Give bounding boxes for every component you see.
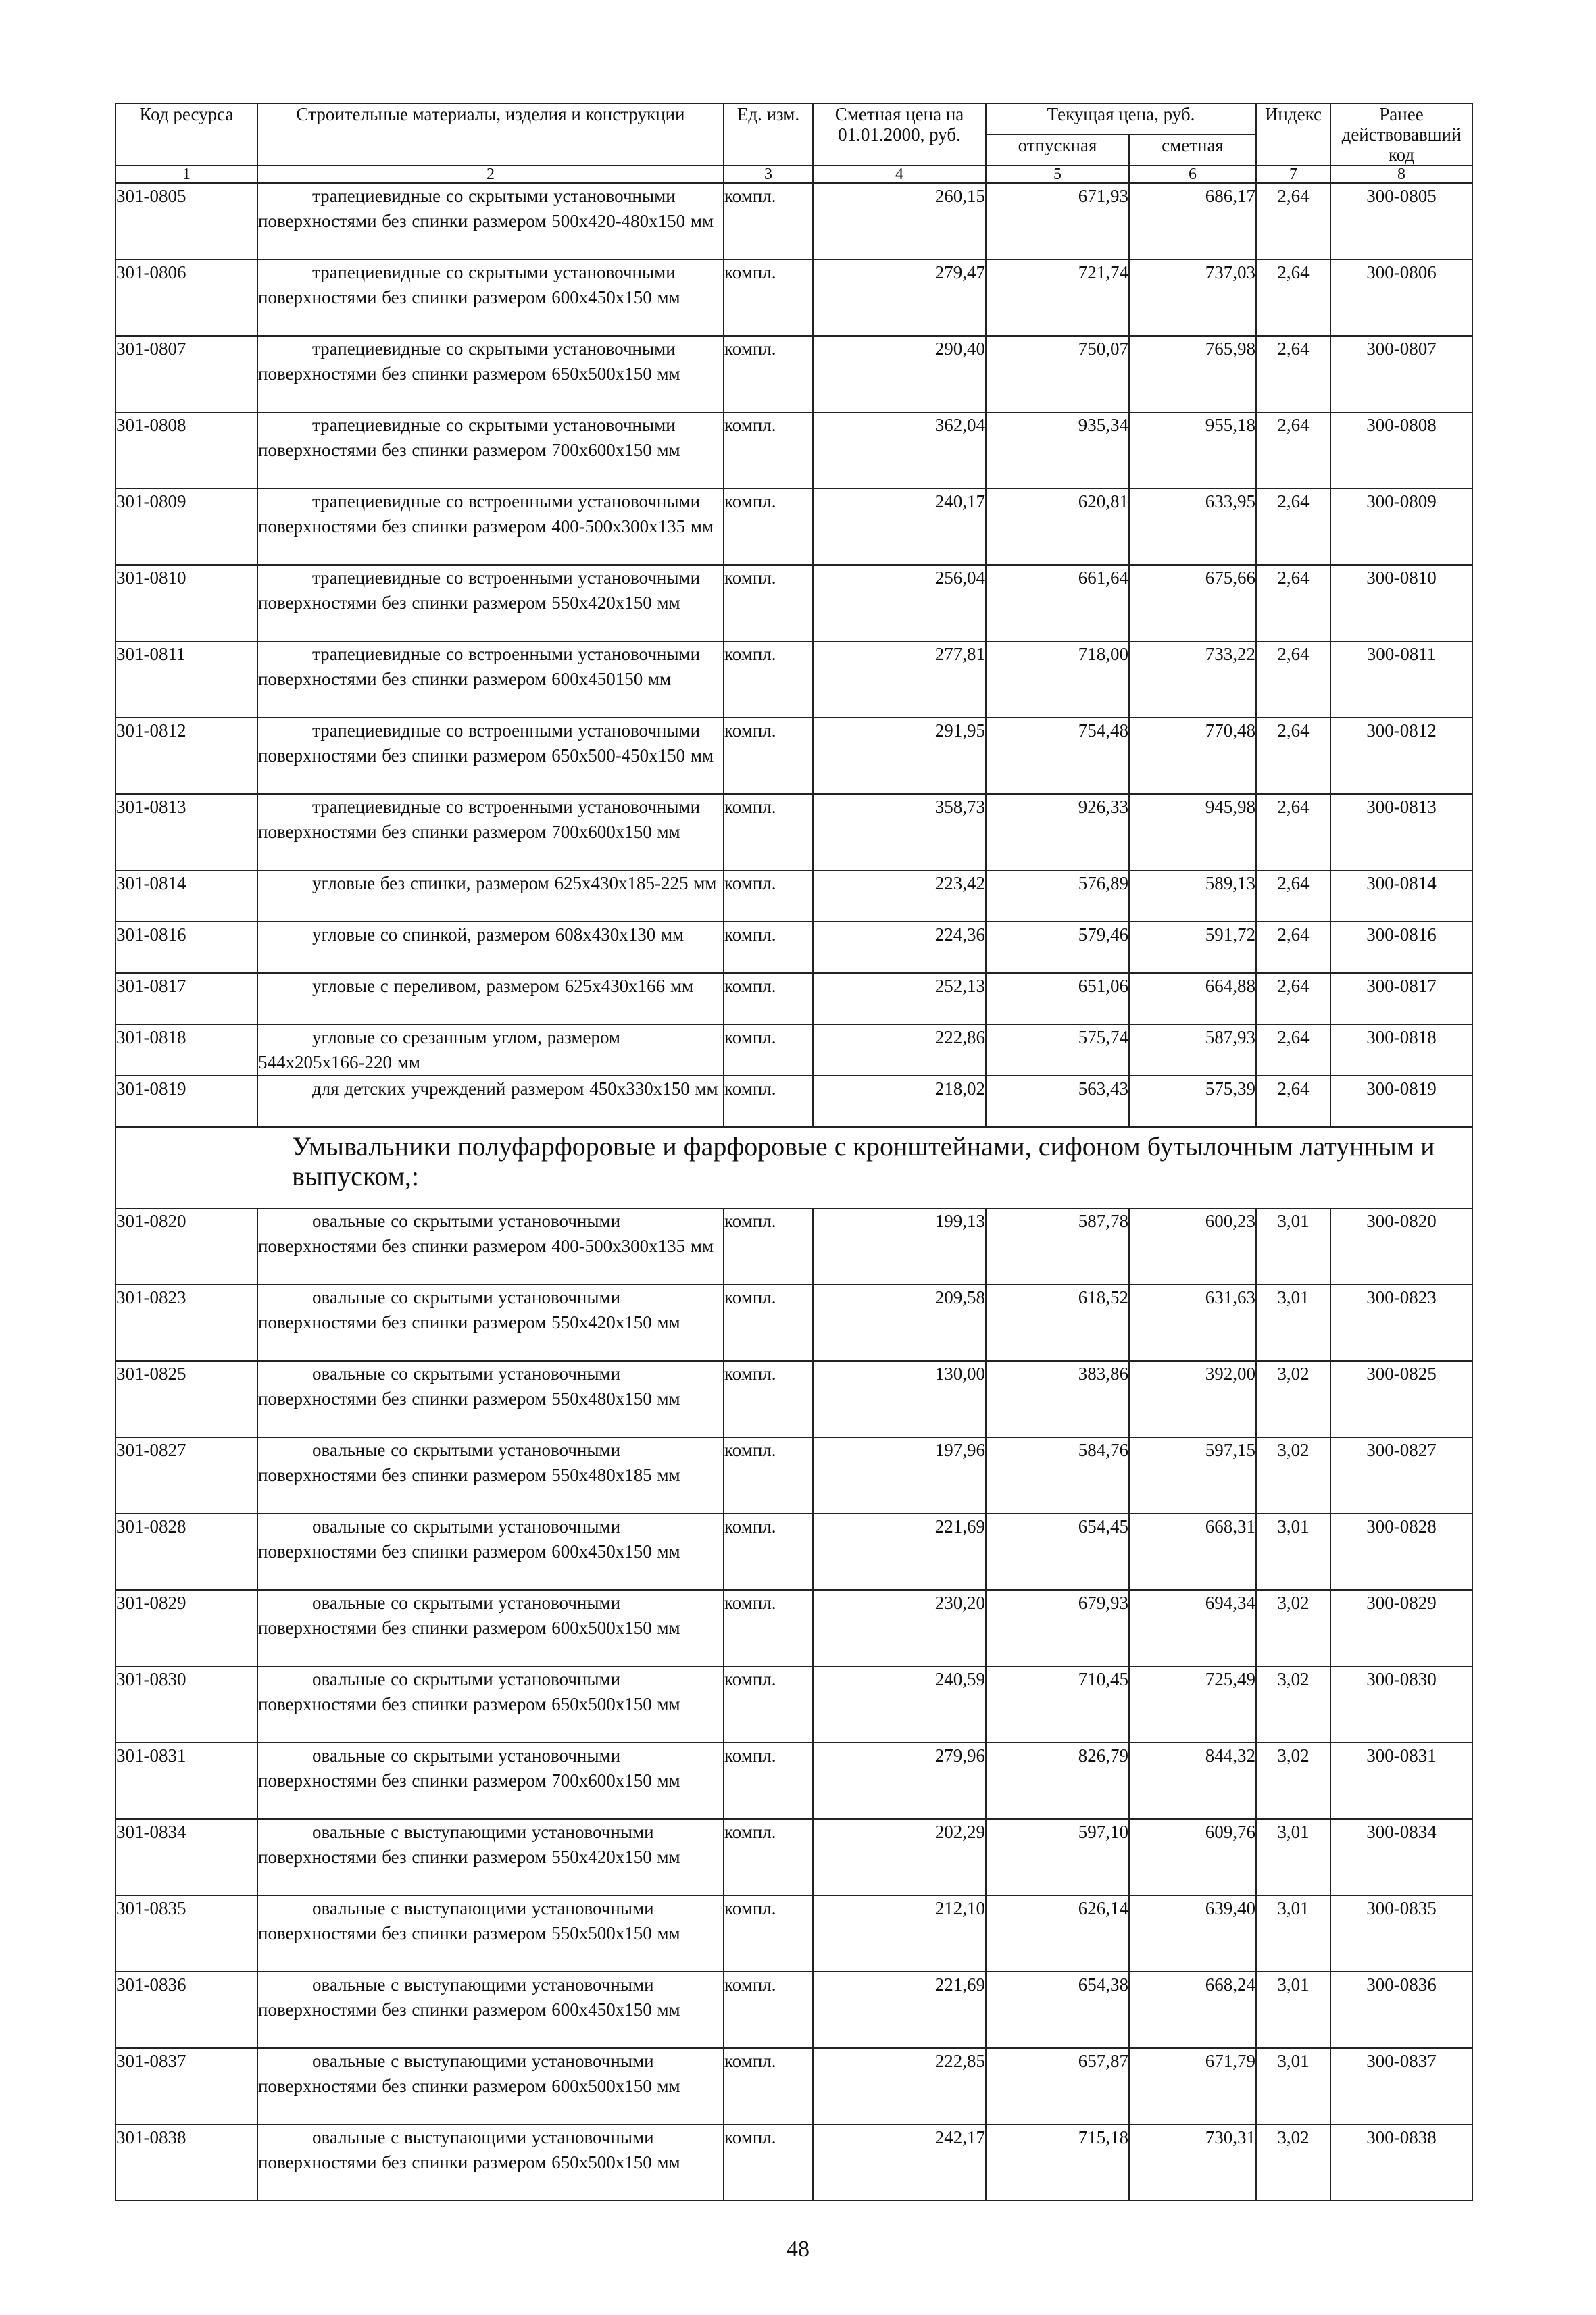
price-2000-cell: 197,96 [813,1437,986,1514]
unit-cell: компл. [724,794,813,870]
index-cell: 2,64 [1256,1024,1330,1076]
unit-cell: компл. [724,1743,813,1819]
price-2000-cell: 221,69 [813,1972,986,2048]
release-price-cell: 721,74 [986,259,1129,336]
previous-code-cell: 300-0828 [1330,1514,1472,1590]
unit-cell: компл. [724,641,813,718]
description-text: трапециевидные со встроенными установочными поверхностями без спинки размером 650x500-450x150 мм [258,720,714,766]
resource-code: 301-0818 [116,1024,257,1076]
resource-code: 301-0827 [116,1437,257,1514]
material-description [257,489,724,565]
material-description [257,1819,724,1895]
previous-code-cell: 300-0806 [1330,259,1472,336]
header-index: Индекс [1256,103,1330,166]
material-description [257,2124,724,2201]
index-cell: 3,01 [1256,2048,1330,2124]
index-cell: 3,01 [1256,1895,1330,1972]
previous-code-cell: 300-0834 [1330,1819,1472,1895]
unit-cell: компл. [724,1590,813,1666]
estimate-price-cell: 392,00 [1129,1361,1256,1437]
index-cell: 2,64 [1256,718,1330,794]
column-number: 5 [986,166,1129,183]
table-row [116,718,1472,794]
resource-code: 301-0805 [116,183,257,259]
table-row [116,1895,1472,1972]
release-price-cell: 657,87 [986,2048,1129,2124]
index-cell: 3,02 [1256,1361,1330,1437]
release-price-cell: 718,00 [986,641,1129,718]
release-price-cell: 383,86 [986,1361,1129,1437]
material-description [257,1208,724,1285]
unit-cell: компл. [724,1819,813,1895]
unit-cell: компл. [724,565,813,641]
estimate-price-cell: 733,22 [1129,641,1256,718]
estimate-price-cell: 591,72 [1129,922,1256,973]
table-body-corner [116,870,1472,1127]
estimate-price-cell: 770,48 [1129,718,1256,794]
release-price-cell: 587,78 [986,1208,1129,1285]
price-2000-cell: 209,58 [813,1285,986,1361]
unit-cell: компл. [724,2048,813,2124]
material-description [257,259,724,336]
unit-cell: компл. [724,922,813,973]
price-2000-cell: 222,85 [813,2048,986,2124]
unit-cell: компл. [724,718,813,794]
material-description [257,336,724,412]
release-price-cell: 576,89 [986,870,1129,922]
column-number: 8 [1330,166,1472,183]
column-number: 3 [724,166,813,183]
description-text: угловые с переливом, размером 625x430x166 мм [312,976,694,996]
material-description [257,1972,724,2048]
index-cell: 2,64 [1256,489,1330,565]
index-cell: 2,64 [1256,412,1330,489]
resource-code: 301-0830 [116,1666,257,1743]
index-cell: 3,01 [1256,1285,1330,1361]
price-2000-cell: 230,20 [813,1590,986,1666]
previous-code-cell: 300-0805 [1330,183,1472,259]
material-description [257,641,724,718]
estimate-price-cell: 725,49 [1129,1666,1256,1743]
index-cell: 2,64 [1256,922,1330,973]
estimate-price-cell: 575,39 [1129,1076,1256,1127]
table-row [116,1076,1472,1127]
section-heading-body [116,1127,1472,1208]
previous-code-cell: 300-0809 [1330,489,1472,565]
release-price-cell: 750,07 [986,336,1129,412]
table-row [116,183,1472,259]
index-cell: 3,02 [1256,1437,1330,1514]
index-cell: 3,02 [1256,2124,1330,2201]
header-price-2000: Сметная цена на 01.01.2000, руб. [813,103,986,166]
table-row [116,1666,1472,1743]
description-text: овальные со скрытыми установочными поверхностями без спинки размером 550x480x185 мм [258,1440,680,1485]
table-row [116,870,1472,922]
description-text: овальные с выступающими установочными поверхностями без спинки размером 550x500x150 мм [258,1898,680,1943]
description-text: трапециевидные со встроенными установочными поверхностями без спинки размером 700x600x150 мм [258,797,701,842]
estimate-price-cell: 597,15 [1129,1437,1256,1514]
table-row [116,1361,1472,1437]
estimate-price-cell: 609,76 [1129,1819,1256,1895]
index-cell: 3,01 [1256,1208,1330,1285]
column-number: 1 [116,166,257,183]
price-2000-cell: 240,59 [813,1666,986,1743]
resource-code: 301-0828 [116,1514,257,1590]
resource-code: 301-0836 [116,1972,257,2048]
page-number: 48 [787,2237,809,2262]
price-2000-cell: 252,13 [813,973,986,1024]
release-price-cell: 926,33 [986,794,1129,870]
resource-code: 301-0811 [116,641,257,718]
description-text: овальные с выступающими установочными поверхностями без спинки размером 550x420x150 мм [258,1822,680,1867]
table-row [116,1208,1472,1285]
resource-code: 301-0816 [116,922,257,973]
table-row [116,973,1472,1024]
resource-code: 301-0810 [116,565,257,641]
release-price-cell: 715,18 [986,2124,1129,2201]
table-row [116,1514,1472,1590]
table-row [116,336,1472,412]
resource-code: 301-0829 [116,1590,257,1666]
release-price-cell: 826,79 [986,1743,1129,1819]
previous-code-cell: 300-0830 [1330,1666,1472,1743]
estimate-price-cell: 631,63 [1129,1285,1256,1361]
index-cell: 2,64 [1256,973,1330,1024]
release-price-cell: 584,76 [986,1437,1129,1514]
estimate-price-cell: 675,66 [1129,565,1256,641]
unit-cell: компл. [724,259,813,336]
unit-cell: компл. [724,1361,813,1437]
material-description [257,1024,724,1076]
description-text: овальные со скрытыми установочными поверхностями без спинки размером 650x500x150 мм [258,1669,680,1714]
index-cell: 2,64 [1256,183,1330,259]
resource-code: 301-0806 [116,259,257,336]
material-description [257,2048,724,2124]
description-text: угловые без спинки, размером 625x430x185-225 мм [312,873,717,893]
description-text: угловые со спинкой, размером 608x430x130 мм [312,924,684,945]
previous-code-cell: 300-0837 [1330,2048,1472,2124]
estimate-price-cell: 955,18 [1129,412,1256,489]
description-text: трапециевидные со скрытыми установочными поверхностями без спинки размером 700x600x150 мм [258,415,680,460]
price-2000-cell: 202,29 [813,1819,986,1895]
release-price-cell: 575,74 [986,1024,1129,1076]
resource-code: 301-0823 [116,1285,257,1361]
previous-code-cell: 300-0816 [1330,922,1472,973]
index-cell: 3,01 [1256,1972,1330,2048]
release-price-cell: 579,46 [986,922,1129,973]
unit-cell: компл. [724,1972,813,2048]
price-2000-cell: 279,47 [813,259,986,336]
release-price-cell: 654,45 [986,1514,1129,1590]
price-2000-cell: 224,36 [813,922,986,973]
material-description [257,973,724,1024]
previous-code-cell: 300-0827 [1330,1437,1472,1514]
estimate-price-cell: 737,03 [1129,259,1256,336]
table-row [116,1024,1472,1076]
table-row [116,794,1472,870]
table-row [116,641,1472,718]
material-description [257,1076,724,1127]
previous-code-cell: 300-0835 [1330,1895,1472,1972]
material-description [257,1361,724,1437]
section-heading: Умывальники полуфарфоровые и фарфоровые с кронштейнами, сифоном бутылочным латунным и выпуском,: [116,1127,1472,1208]
table-row [116,1972,1472,2048]
price-table [115,103,1473,2201]
unit-cell: компл. [724,1514,813,1590]
price-2000-cell: 223,42 [813,870,986,922]
unit-cell: компл. [724,1076,813,1127]
estimate-price-cell: 945,98 [1129,794,1256,870]
resource-code: 301-0808 [116,412,257,489]
previous-code-cell: 300-0812 [1330,718,1472,794]
description-text: овальные со скрытыми установочными поверхностями без спинки размером 400-500x300x135 мм [258,1211,714,1256]
previous-code-cell: 300-0829 [1330,1590,1472,1666]
resource-code: 301-0834 [116,1819,257,1895]
release-price-cell: 654,38 [986,1972,1129,2048]
previous-code-cell: 300-0814 [1330,870,1472,922]
estimate-price-cell: 664,88 [1129,973,1256,1024]
description-text: овальные с выступающими установочными поверхностями без спинки размером 650x500x150 мм [258,2127,680,2172]
section-heading-row [116,1127,1472,1208]
release-price-cell: 679,93 [986,1590,1129,1666]
material-description [257,1437,724,1514]
table-body-oval [116,1208,1472,2201]
release-price-cell: 661,64 [986,565,1129,641]
header-previous-code: Ранее действовавший код [1330,103,1472,166]
release-price-cell: 563,43 [986,1076,1129,1127]
estimate-price-cell: 694,34 [1129,1590,1256,1666]
table-row [116,2048,1472,2124]
resource-code: 301-0835 [116,1895,257,1972]
price-2000-cell: 130,00 [813,1361,986,1437]
unit-cell: компл. [724,2124,813,2201]
previous-code-cell: 300-0819 [1330,1076,1472,1127]
release-price-cell: 651,06 [986,973,1129,1024]
description-text: трапециевидные со скрытыми установочными поверхностями без спинки размером 600x450x150 мм [258,262,680,307]
index-cell: 2,64 [1256,336,1330,412]
material-description [257,1743,724,1819]
unit-cell: компл. [724,870,813,922]
table-row [116,489,1472,565]
header-unit: Ед. изм. [724,103,813,166]
column-number: 6 [1129,166,1256,183]
description-text: трапециевидные со встроенными установочными поверхностями без спинки размером 550x420x150 мм [258,568,701,613]
resource-code: 301-0825 [116,1361,257,1437]
estimate-price-cell: 668,31 [1129,1514,1256,1590]
material-description [257,412,724,489]
header-estimate-price: сметная [1129,134,1256,166]
unit-cell: компл. [724,183,813,259]
resource-code: 301-0837 [116,2048,257,2124]
price-2000-cell: 260,15 [813,183,986,259]
resource-code: 301-0831 [116,1743,257,1819]
material-description [257,1514,724,1590]
index-cell: 2,64 [1256,565,1330,641]
price-2000-cell: 279,96 [813,1743,986,1819]
release-price-cell: 620,81 [986,489,1129,565]
previous-code-cell: 300-0831 [1330,1743,1472,1819]
resource-code: 301-0809 [116,489,257,565]
header-name: Строительные материалы, изделия и конструкции [257,103,724,166]
release-price-cell: 754,48 [986,718,1129,794]
unit-cell: компл. [724,1285,813,1361]
price-2000-cell: 222,86 [813,1024,986,1076]
material-description [257,794,724,870]
previous-code-cell: 300-0810 [1330,565,1472,641]
material-description [257,183,724,259]
table-row [116,412,1472,489]
release-price-cell: 671,93 [986,183,1129,259]
price-2000-cell: 277,81 [813,641,986,718]
previous-code-cell: 300-0823 [1330,1285,1472,1361]
table-body-trapezoid [116,183,1472,870]
price-2000-cell: 358,73 [813,794,986,870]
estimate-price-cell: 686,17 [1129,183,1256,259]
material-description [257,870,724,922]
price-2000-cell: 242,17 [813,2124,986,2201]
unit-cell: компл. [724,336,813,412]
index-cell: 2,64 [1256,641,1330,718]
description-text: угловые со срезанным углом, размером 544x205x166-220 мм [258,1027,621,1072]
description-text: овальные со скрытыми установочными поверхностями без спинки размером 550x480x150 мм [258,1364,680,1409]
resource-code: 301-0819 [116,1076,257,1127]
table-row [116,1285,1472,1361]
price-2000-cell: 256,04 [813,565,986,641]
release-price-cell: 597,10 [986,1819,1129,1895]
resource-code: 301-0813 [116,794,257,870]
index-cell: 3,02 [1256,1666,1330,1743]
index-cell: 3,02 [1256,1743,1330,1819]
material-description [257,1285,724,1361]
previous-code-cell: 300-0820 [1330,1208,1472,1285]
description-text: овальные со скрытыми установочными поверхностями без спинки размером 600x450x150 мм [258,1516,680,1562]
price-2000-cell: 199,13 [813,1208,986,1285]
description-text: овальные со скрытыми установочными поверхностями без спинки размером 600x500x150 мм [258,1593,680,1638]
price-2000-cell: 212,10 [813,1895,986,1972]
material-description [257,1666,724,1743]
estimate-price-cell: 671,79 [1129,2048,1256,2124]
price-2000-cell: 221,69 [813,1514,986,1590]
description-text: овальные со скрытыми установочными поверхностями без спинки размером 700x600x150 мм [258,1745,680,1791]
description-text: овальные с выступающими установочными поверхностями без спинки размером 600x500x150 мм [258,2051,680,2096]
unit-cell: компл. [724,1024,813,1076]
material-description [257,1895,724,1972]
estimate-price-cell: 589,13 [1129,870,1256,922]
resource-code: 301-0807 [116,336,257,412]
previous-code-cell: 300-0811 [1330,641,1472,718]
unit-cell: компл. [724,1895,813,1972]
table-row [116,259,1472,336]
price-2000-cell: 240,17 [813,489,986,565]
previous-code-cell: 300-0817 [1330,973,1472,1024]
price-2000-cell: 362,04 [813,412,986,489]
previous-code-cell: 300-0838 [1330,2124,1472,2201]
description-text: для детских учреждений размером 450x330x150 мм [312,1078,718,1099]
material-description [257,565,724,641]
resource-code: 301-0838 [116,2124,257,2201]
unit-cell: компл. [724,973,813,1024]
unit-cell: компл. [724,1666,813,1743]
column-number: 2 [257,166,724,183]
release-price-cell: 618,52 [986,1285,1129,1361]
previous-code-cell: 300-0807 [1330,336,1472,412]
estimate-price-cell: 633,95 [1129,489,1256,565]
column-number: 4 [813,166,986,183]
description-text: овальные со скрытыми установочными поверхностями без спинки размером 550x420x150 мм [258,1287,680,1333]
estimate-price-cell: 844,32 [1129,1743,1256,1819]
unit-cell: компл. [724,412,813,489]
unit-cell: компл. [724,489,813,565]
column-number: 7 [1256,166,1330,183]
material-description [257,1590,724,1666]
table-row [116,1437,1472,1514]
index-cell: 3,01 [1256,1514,1330,1590]
index-cell: 2,64 [1256,794,1330,870]
header-row [116,103,1472,134]
price-2000-cell: 291,95 [813,718,986,794]
material-description [257,922,724,973]
header-code: Код ресурса [116,103,257,166]
previous-code-cell: 300-0808 [1330,412,1472,489]
header-release-price: отпускная [986,134,1129,166]
unit-cell: компл. [724,1208,813,1285]
table-row [116,1819,1472,1895]
index-cell: 2,64 [1256,1076,1330,1127]
index-cell: 3,01 [1256,1819,1330,1895]
release-price-cell: 935,34 [986,412,1129,489]
column-number-row [116,166,1472,183]
unit-cell: компл. [724,1437,813,1514]
price-2000-cell: 290,40 [813,336,986,412]
estimate-price-cell: 639,40 [1129,1895,1256,1972]
description-text: трапециевидные со скрытыми установочными поверхностями без спинки размером 500x420-480x150 мм [258,186,714,231]
previous-code-cell: 300-0836 [1330,1972,1472,2048]
estimate-price-cell: 765,98 [1129,336,1256,412]
table-row [116,565,1472,641]
estimate-price-cell: 730,31 [1129,2124,1256,2201]
header-current-price: Текущая цена, руб. [986,103,1256,134]
price-2000-cell: 218,02 [813,1076,986,1127]
material-description [257,718,724,794]
index-cell: 2,64 [1256,870,1330,922]
previous-code-cell: 300-0813 [1330,794,1472,870]
resource-code: 301-0812 [116,718,257,794]
resource-code: 301-0814 [116,870,257,922]
resource-code: 301-0817 [116,973,257,1024]
table-row [116,1743,1472,1819]
index-cell: 2,64 [1256,259,1330,336]
index-cell: 3,02 [1256,1590,1330,1666]
resource-code: 301-0820 [116,1208,257,1285]
estimate-price-cell: 600,23 [1129,1208,1256,1285]
table-row [116,1590,1472,1666]
description-text: трапециевидные со встроенными установочными поверхностями без спинки размером 400-500x300x135 мм [258,491,714,537]
estimate-price-cell: 587,93 [1129,1024,1256,1076]
description-text: овальные с выступающими установочными поверхностями без спинки размером 600x450x150 мм [258,1974,680,2020]
release-price-cell: 626,14 [986,1895,1129,1972]
previous-code-cell: 300-0818 [1330,1024,1472,1076]
estimate-price-cell: 668,24 [1129,1972,1256,2048]
description-text: трапециевидные со встроенными установочными поверхностями без спинки размером 600x450150 мм [258,644,701,689]
table-row [116,922,1472,973]
description-text: трапециевидные со скрытыми установочными поверхностями без спинки размером 650x500x150 мм [258,339,680,384]
previous-code-cell: 300-0825 [1330,1361,1472,1437]
table-row [116,2124,1472,2201]
release-price-cell: 710,45 [986,1666,1129,1743]
